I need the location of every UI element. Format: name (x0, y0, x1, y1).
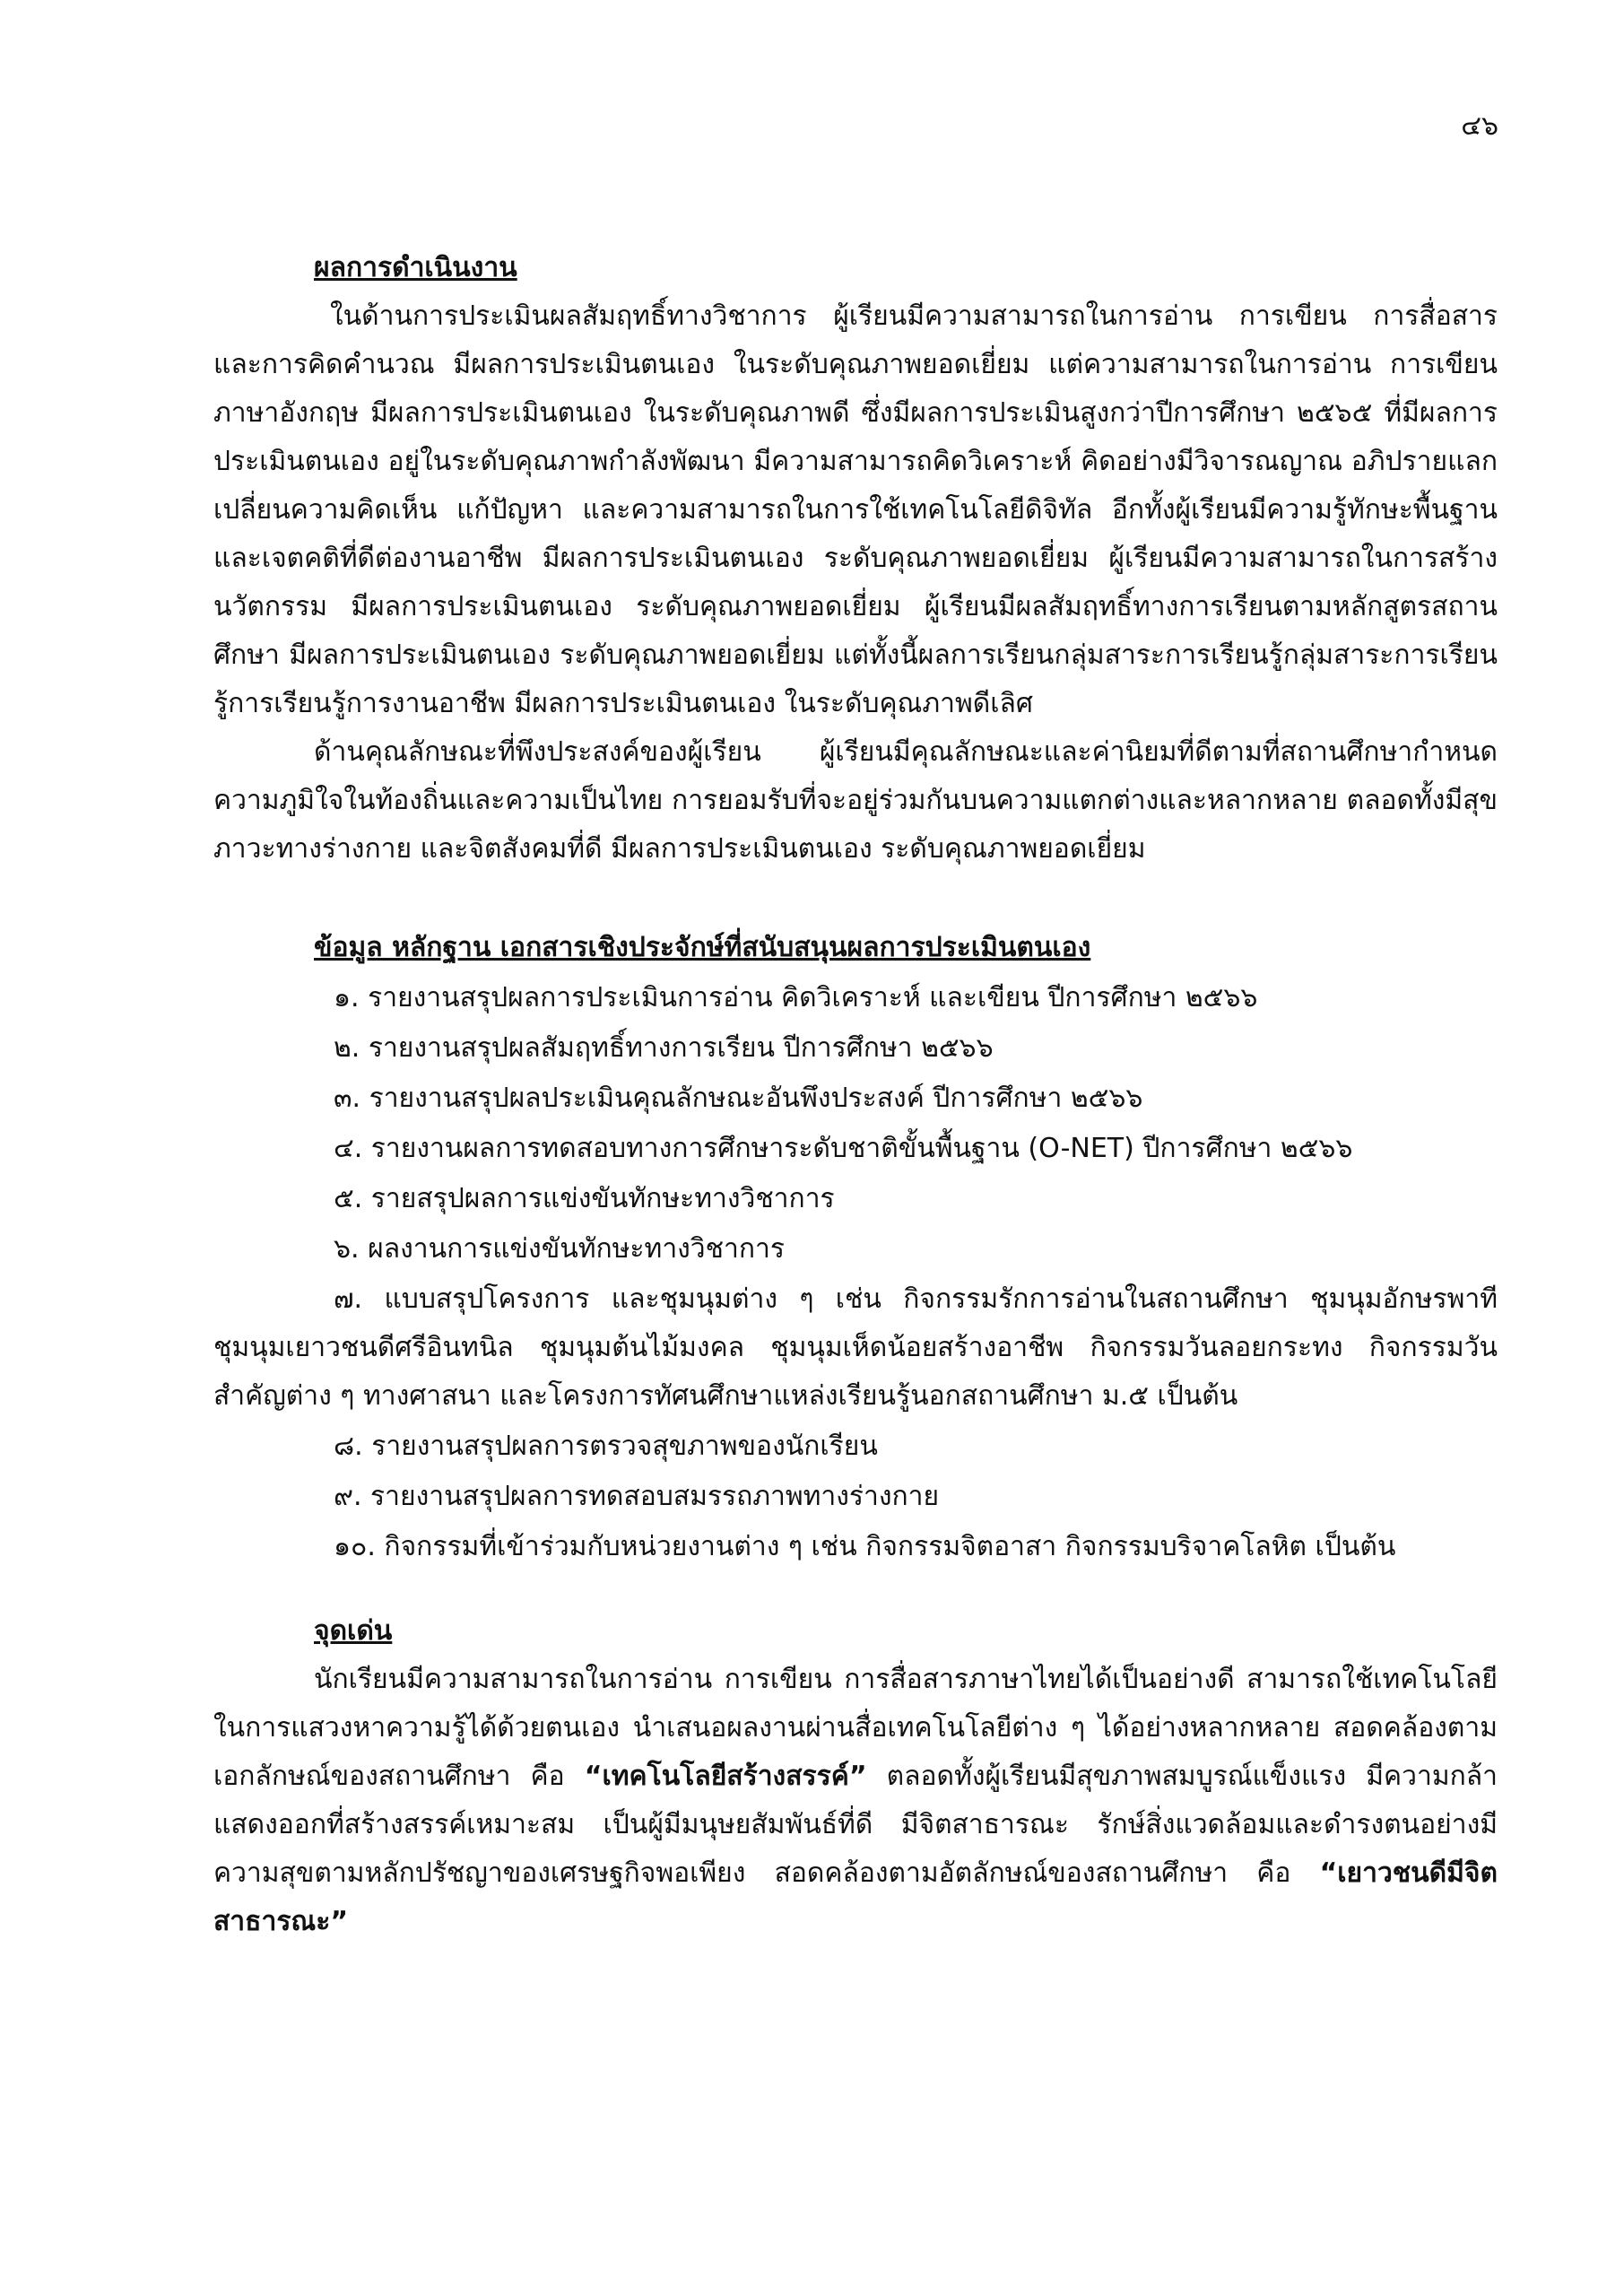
page-content (213, 244, 1498, 1946)
results-paragraph-1: ในด้านการประเมินผลสัมฤทธิ์ทางวิชาการ ผู้เรียนมีความสามารถในการอ่าน การเขียน การสื่อสาร และการคิดคำนวณ มีผลการประเมินตนเอง ในระดับคุณภาพยอดเยี่ยม แต่ความสามารถในการอ่าน การเขียนภาษาอังกฤษ มีผลการประเมินตนเอง ในระดับคุณภาพดี ซึ่งมีผลการประเมินสูงกว่าปีการศึกษา ๒๕๖๕ ที่มีผลการประเมินตนเอง อยู่ในระดับคุณภาพกำลังพัฒนา มีความสามารถคิดวิเคราะห์ คิดอย่างมีวิจารณญาณ อภิปรายแลกเปลี่ยนความคิดเห็น แก้ปัญหา และความสามารถในการใช้เทคโนโลยีดิจิทัล อีกทั้งผู้เรียนมีความรู้ทักษะพื้นฐานและเจตคติที่ดีต่องานอาชีพ มีผลการประเมินตนเอง ระดับคุณภาพยอดเยี่ยม ผู้เรียนมีความสามารถในการสร้างนวัตกรรม มีผลการประเมินตนเอง ระดับคุณภาพยอดเยี่ยม ผู้เรียนมีผลสัมฤทธิ์ทางการเรียนตามหลักสูตรสถานศึกษา มีผลการประเมินตนเอง ระดับคุณภาพยอดเยี่ยม แต่ทั้งนี้ผลการเรียนกลุ่มสาระการเรียนรู้กลุ่มสาระการเรียนรู้การเรียนรู้การงานอาชีพ มีผลการประเมินตนเอง ในระดับคุณภาพดีเลิศ (213, 300, 1498, 719)
evidence-item: ๒. รายงานสรุปผลสัมฤทธิ์ทางการเรียน ปีการศึกษา ๒๕๖๖ (334, 1032, 994, 1064)
evidence-item: ๗. แบบสรุปโครงการ และชุมนุมต่าง ๆ เช่น กิจกรรมรักการอ่านในสถานศึกษา ชุมนุมอักษรพาที ชุมนุมเยาวชนดีศรีอินทนิล ชุมนุมต้นไม้มงคล ชุมนุมเห็ดน้อยสร้างอาชีพ กิจกรรมวันลอยกระทง กิจกรรมวันสำคัญต่าง ๆ ทางศาสนา และโครงการทัศนศึกษาแหล่งเรียนรู้นอกสถานศึกษา ม.๕ เป็นต้น (213, 1283, 1498, 1412)
evidence-item: ๑๐. กิจกรรมที่เข้าร่วมกับหน่วยงานต่าง ๆ เช่น กิจกรรมจิตอาสา กิจกรรมบริจาคโลหิต เป็นต้น (334, 1531, 1396, 1562)
evidence-item: ๓. รายงานสรุปผลประเมินคุณลักษณะอันพึงประสงค์ ปีการศึกษา ๒๕๖๖ (334, 1083, 1143, 1114)
school-character-quote: “เยาวชนดีมีจิตสาธารณะ” (213, 1857, 1498, 1937)
strengths-text-part-1: นักเรียนมีความสามารถในการอ่าน การเขียน การสื่อสารภาษาไทยได้เป็นอย่างดี สามารถใช้เทคโนโลยีในการแสวงหาความรู้ได้ด้วยตนเอง นำเสนอผลงานผ่านสื่อเทคโนโลยีต่าง ๆ ได้อย่างหลากหลาย สอดคล้องตามเอกลักษณ์ของสถานศึกษา คือ (213, 1664, 1498, 1792)
results-section (213, 244, 1498, 874)
evidence-item: ๙. รายงานสรุปผลการทดสอบสมรรถภาพทางร่างกาย (334, 1481, 940, 1512)
section-spacer (213, 874, 1498, 924)
section-spacer (213, 1571, 1498, 1607)
school-identity-quote: “เทคโนโลยีสร้างสรรค์” (584, 1761, 867, 1792)
evidence-section (213, 924, 1498, 1571)
page-number: ๔๖ (1461, 110, 1498, 142)
strengths-heading: จุดเด่น (314, 1615, 393, 1647)
evidence-item: ๖. ผลงานการแข่งขันทักษะทางวิชาการ (334, 1233, 785, 1265)
strengths-paragraph (213, 1656, 1498, 1946)
evidence-item: ๘. รายงานสรุปผลการตรวจสุขภาพของนักเรียน (334, 1431, 878, 1462)
strengths-text-part-2: ตลอดทั้งผู้เรียนมีสุขภาพสมบูรณ์แข็งแรง มีความกล้าแสดงออกที่สร้างสรรค์เหมาะสม เป็นผู้มีมนุษยสัมพันธ์ที่ดี มีจิตสาธารณะ รักษ์สิ่งแวดล้อมและดำรงตนอย่างมีความสุขตามหลักปรัชญาของเศรษฐกิจพอเพียง สอดคล้องตามอัตลักษณ์ของสถานศึกษา คือ (213, 1761, 1498, 1889)
evidence-item: ๑. รายงานสรุปผลการประเมินการอ่าน คิดวิเคราะห์ และเขียน ปีการศึกษา ๒๕๖๖ (334, 982, 1258, 1013)
results-heading: ผลการดำเนินงาน (314, 252, 517, 283)
results-paragraph-2: ด้านคุณลักษณะที่พึงประสงค์ของผู้เรียน ผู้เรียนมีคุณลักษณะและค่านิยมที่ดีตามที่สถานศึกษากำหนด ความภูมิใจในท้องถิ่นและความเป็นไทย การยอมรับที่จะอยู่ร่วมกันบนความแตกต่างและหลากหลาย ตลอดทั้งมีสุขภาวะทางร่างกาย และจิตสังคมที่ดี มีผลการประเมินตนเอง ระดับคุณภาพยอดเยี่ยม (213, 736, 1498, 865)
evidence-item: ๕. รายสรุปผลการแข่งขันทักษะทางวิชาการ (334, 1183, 835, 1214)
evidence-item: ๔. รายงานผลการทดสอบทางการศึกษาระดับชาติขั้นพื้นฐาน (O-NET) ปีการศึกษา ๒๕๖๖ (334, 1133, 1353, 1164)
evidence-list (213, 974, 1498, 1571)
evidence-heading: ข้อมูล หลักฐาน เอกสารเชิงประจักษ์ที่สนับสนุนผลการประเมินตนเอง (314, 932, 1091, 963)
strengths-section (213, 1607, 1498, 1946)
